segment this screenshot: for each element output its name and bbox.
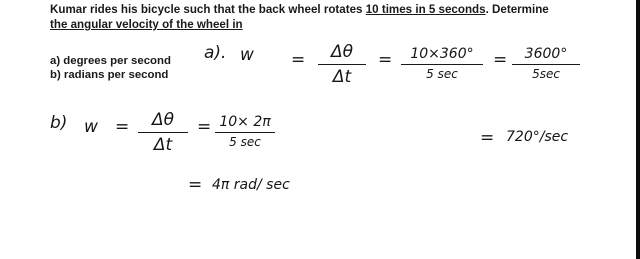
work-a-f3-denominator: 5sec [532,67,560,81]
work-a-f2-denominator: 5 sec [426,67,458,81]
problem-underlined-question: the angular velocity of the wheel in [50,18,243,31]
work-a-equals-2: = [378,50,393,70]
work-a-equals-3: = [493,50,508,70]
work-a-omega: w [240,45,254,65]
part-b-label: b) radians per second [50,69,169,81]
work-a-f1-bar [318,64,366,65]
work-a-fraction-3 [512,46,580,81]
problem-underlined-phrase: 10 times in 5 seconds [365,3,486,16]
work-b-omega: w [84,117,98,137]
work-a-f2-bar [401,64,483,65]
problem-text: Kumar rides his bicycle such that the back wheel rotates [50,3,366,16]
work-b-equals-2: = [197,117,212,137]
work-b-label: b) [50,113,68,133]
part-a-label: a) degrees per second [50,55,171,67]
work-b-f2-numerator: 10× 2π [219,114,271,130]
problem-text-end: . Determine [485,3,549,16]
work-a-fraction-2 [401,46,483,81]
work-b-fraction-1 [138,110,188,155]
work-a-f1-numerator: Δθ [330,42,354,62]
problem-statement [50,2,549,32]
question-parts [50,54,171,82]
window-edge [636,0,640,259]
work-b-f1-numerator: Δθ [151,110,175,130]
work-a-f2-numerator: 10×360° [410,46,474,62]
work-b-result-equals: = [188,175,203,195]
work-b-fraction-2 [215,114,275,149]
work-a-f3-bar [512,64,580,65]
work-b-f1-denominator: Δt [153,135,173,155]
work-a-fraction-1 [318,42,366,87]
problem-line-2 [50,17,549,32]
work-a-result-equals: = [480,128,495,148]
problem-line-1 [50,2,549,17]
work-a-result: 720°/sec [506,129,569,145]
work-b-equals-1: = [115,117,130,137]
work-a-f1-denominator: Δt [332,67,352,87]
work-b-f2-denominator: 5 sec [229,135,261,149]
work-a-equals-1: = [291,50,306,70]
work-b-f1-bar [138,132,188,133]
work-a-label: a). [204,43,227,63]
work-a-f3-numerator: 3600° [524,46,568,62]
work-b-result: 4π rad/ sec [212,177,290,193]
work-b-f2-bar [215,132,275,133]
